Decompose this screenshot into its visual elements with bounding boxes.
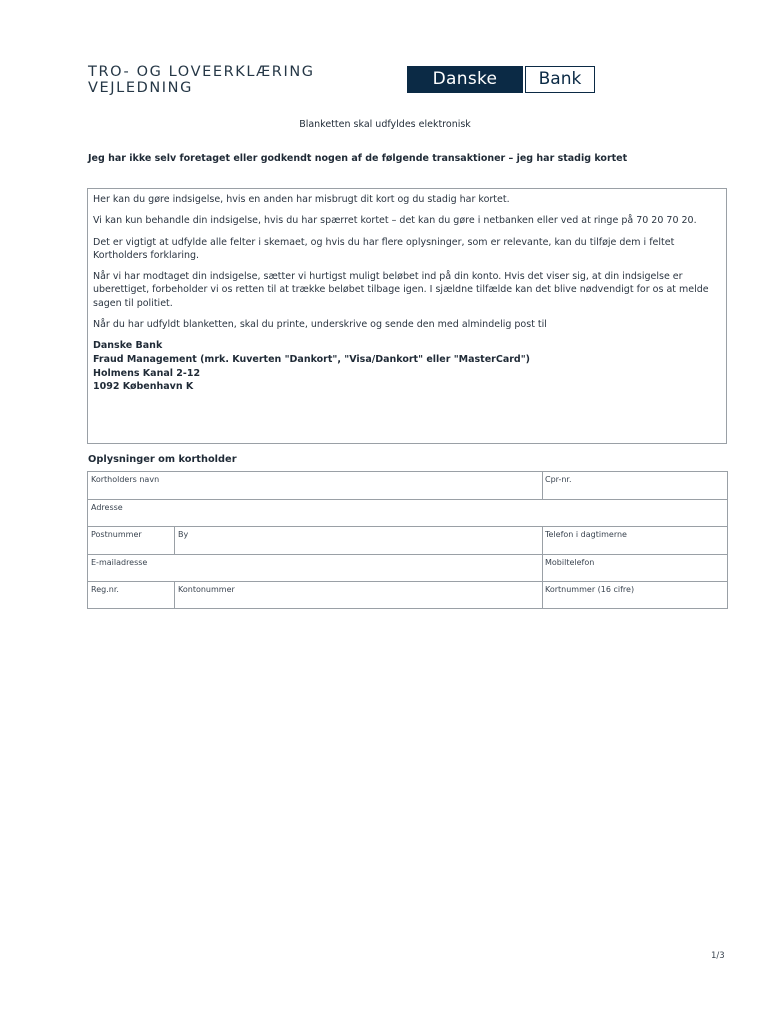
logo-bank: Bank [525,66,595,93]
mailing-address [93,339,720,393]
cardholder-info-heading: Oplysninger om kortholder [88,454,237,465]
address-line-2: Fraud Management (mrk. Kuverten "Dankort", "Visa/Dankort" eller "MasterCard") [93,353,531,365]
row-divider [88,554,727,555]
subtitle: Blanketten skal udfyldes elektronisk [299,119,471,130]
column-divider [174,582,175,609]
city-field[interactable]: By [178,530,189,539]
column-divider [542,527,543,554]
mobile-phone-field[interactable]: Mobiltelefon [545,558,595,567]
column-divider [542,555,543,581]
instructions-box [87,188,727,444]
instructions-paragraph-4: Når vi har modtaget din indsigelse, sætter vi hurtigst muligt beløbet ind på din konto. Hvis det viser sig, at din indsigelse er uberettiget, forbeholder vi os retten til at trække beløbet tilbage igen. I sjældne tilfælde kan det blive nødvendigt for os at melde sagen til politiet. [93,271,709,309]
instructions-paragraph-3: Det er vigtigt at udfylde alle felter i skemaet, og hvis du har flere oplysninger, som er relevante, kan du tilføje dem i feltet Kortholders forklaring. [93,236,675,261]
cardholder-form [87,471,728,609]
row-divider [88,581,727,582]
danske-bank-logo [407,66,595,93]
address-line-4: 1092 København K [93,381,194,393]
page-number: 1/3 [711,951,725,961]
account-number-field[interactable]: Kontonummer [178,585,235,594]
title-line-2: VEJLEDNING [88,80,193,96]
instructions-paragraph-1: Her kan du gøre indsigelse, hvis en anden har misbrugt dit kort og du stadig har kortet. [93,194,510,205]
address-line-1: Danske Bank [93,340,163,352]
logo-danske: Danske [407,66,523,93]
card-number-field[interactable]: Kortnummer (16 cifre) [545,585,635,594]
email-field[interactable]: E-mailadresse [91,558,148,567]
document-title [88,64,315,96]
column-divider [542,582,543,609]
address-field[interactable]: Adresse [91,503,123,512]
title-line-1: TRO- OG LOVEERKLÆRING [88,64,315,80]
section-heading: Jeg har ikke selv foretaget eller godkendt nogen af de følgende transaktioner – jeg har stadig kortet [88,153,628,164]
cardholder-name-field[interactable]: Kortholders navn [91,475,160,484]
row-divider [88,499,727,500]
instructions-paragraph-2: Vi kan kun behandle din indsigelse, hvis du har spærret kortet – det kan du gøre i netbanken eller ved at ringe på 70 20 70 20. [93,215,697,227]
daytime-phone-field[interactable]: Telefon i dagtimerne [545,530,627,539]
address-line-3: Holmens Kanal 2-12 [93,367,201,379]
column-divider [542,472,543,499]
cpr-field[interactable]: Cpr-nr. [545,475,572,484]
reg-number-field[interactable]: Reg.nr. [91,585,119,594]
postal-code-field[interactable]: Postnummer [91,530,142,539]
column-divider [174,527,175,554]
row-divider [88,526,727,527]
instructions-paragraph-5: Når du har udfyldt blanketten, skal du printe, underskrive og sende den med almindelig post til [93,319,547,331]
